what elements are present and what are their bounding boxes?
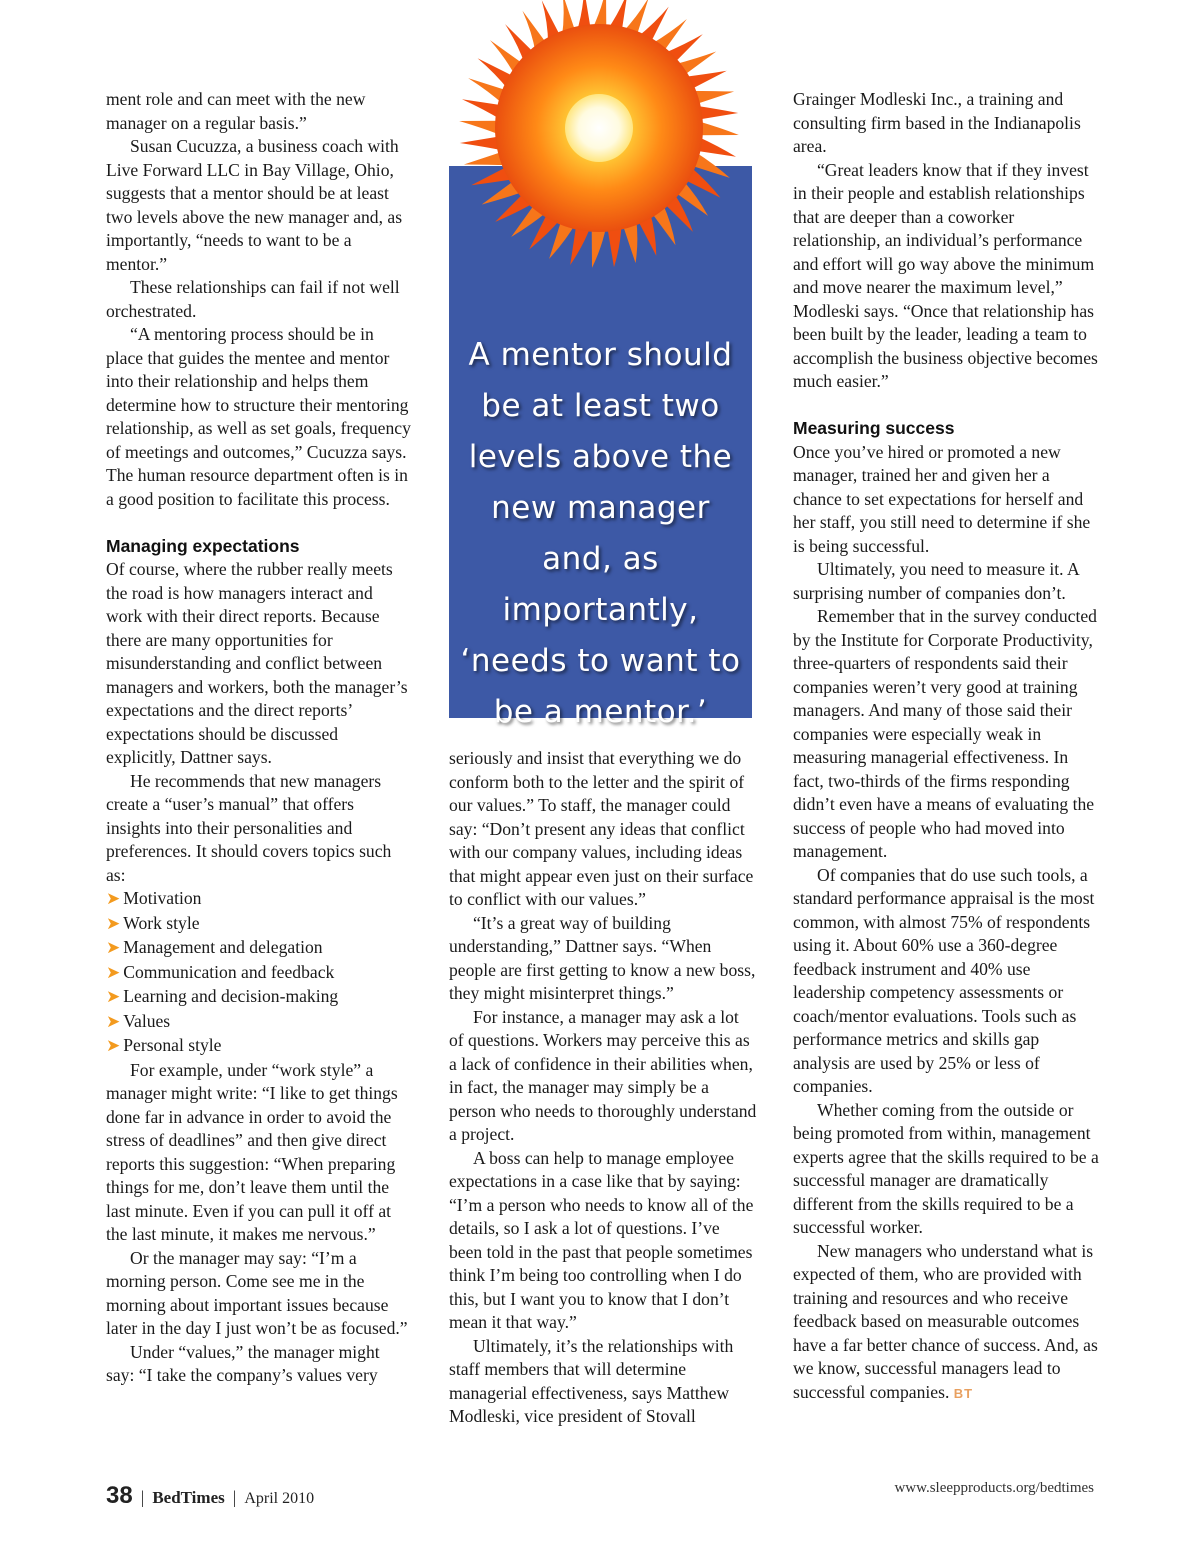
paragraph: Of companies that do use such tools, a standard performance appraisal is the most common, with almost 75% of respondents using it. About 60% use a 360-degree feedback instrument and 40% use leadership competency assessments or coach/mentor evaluations. Tools such as performance metrics and skills gap analysis are used by 25% or less of companies.: [793, 864, 1095, 1096]
paragraph: seriously and insist that everything we do conform both to the letter and the spirit of our values.” To staff, the manager could say: “Don’t present any ideas that conflict with our company values, including ideas that might appear even just on their surface to conflict with our values.”: [449, 748, 754, 909]
paragraph: Whether coming from the outside or being promoted from within, management experts agree that the skills required to be a successful manager are dramatically different from the skills required to be a successful worker.: [793, 1099, 1099, 1237]
list-item: ➤ Motivation: [106, 888, 202, 909]
sun-ray: [459, 121, 501, 136]
paragraph: These relationships can fail if not well orchestrated.: [106, 277, 400, 321]
topics-list: [106, 887, 412, 1059]
paragraph: Susan Cucuzza, a business coach with Live Forward LLC in Bay Village, Ohio, suggests that a mentor should be at least two levels above the new manager and, as importantly, “needs to want to be a mentor.”: [106, 136, 403, 274]
list-item: ➤ Work style: [106, 912, 200, 934]
paragraph: Once you’ve hired or promoted a new manager, trained her and given her a chance to set expectations for herself and her staff, you still need to determine if she is being successful.: [793, 441, 1091, 556]
paragraph: Under “values,” the manager might say: “I take the company’s values very: [106, 1341, 380, 1385]
paragraph: Of course, where the rubber really meets the road is how managers interact and work with their direct reports. Because there are many opportunities for misunderstanding and conflict between managers and workers, both the manager’s expectations and the direct reports’ expectations should be discussed explicitly, Dattner says.: [106, 559, 408, 767]
paragraph: For example, under “work style” a manager might write: “I like to get things done far in advance in order to avoid the stress of deadlines” and then give direct reports this suggestion: “When preparing things for me, don’t leave them until the last minute. Even if you can pull it off at the last minute, it makes me nervous.”: [106, 1059, 398, 1244]
paragraph: ment role and can meet with the new manager on a regular basis.”: [106, 89, 366, 133]
paragraph: A boss can help to manage employee expectations in a case like that by saying: “I’m a person who needs to know all of the details, so I ask a lot of questions. I’ve been told in the past that people sometimes think I’m being too controlling when I do this, but I want you to know that I don’t mean it that way.”: [449, 1147, 754, 1332]
paragraph: Ultimately, it’s the relationships with staff members that will determine managerial effectiveness, says Matthew Modleski, vice president of Stovall: [449, 1335, 734, 1426]
article-column-3: [793, 88, 1099, 1405]
pull-quote: A mentor should be at least two levels above the new manager and, as importantly, ‘needs to want to be a mentor.’: [460, 337, 741, 730]
list-item: ➤ Management and delegation: [106, 937, 323, 958]
arrow-bullet-icon: ➤: [106, 1011, 121, 1032]
sun-ray: [592, 226, 607, 268]
article-column-1: [106, 88, 412, 1388]
paragraph: Grainger Modleski Inc., a training and consulting firm based in the Indianapolis area.: [793, 89, 1081, 156]
footer-separator: |: [232, 1487, 237, 1507]
page-number: 38: [106, 1482, 133, 1509]
arrow-bullet-icon: ➤: [106, 938, 121, 958]
paragraph: Remember that in the survey conducted by the Institute for Corporate Productivity, three-quarters of respondents said their companies weren’t very good at training managers. And many of those said their companies were especially weak in measuring managerial effectiveness. In fact, two-thirds of the firms responding didn’t even have a means of evaluating the success of people who had moved into management.: [793, 606, 1097, 861]
paragraph: “Great leaders know that if they invest in their people and establish relationships that are deeper than a coworker relationship, an individual’s performance and effort will go way above the minimum and move nearer the maximum level,” Modleski says. “Once that relationship has been built by the leader, leading a team to accomplish the business objective becomes much easier.”: [793, 159, 1098, 391]
arrow-bullet-icon: ➤: [106, 889, 121, 909]
end-mark: BT: [953, 1385, 974, 1401]
arrow-bullet-icon: ➤: [106, 962, 121, 983]
arrow-bullet-icon: ➤: [106, 987, 121, 1007]
arrow-bullet-icon: ➤: [106, 1036, 121, 1056]
paragraph: Or the manager may say: “I’m a morning person. Come see me in the morning about important issues because later in the day I just won’t be as focused.”: [106, 1247, 408, 1338]
footer-separator: |: [140, 1487, 145, 1507]
list-item: ➤ Communication and feedback: [106, 961, 335, 983]
section-heading-managing-expectations: Managing expectations: [106, 535, 300, 556]
paragraph: “It’s a great way of building understanding,” Dattner says. “When people are first getting to know a new boss, they might misinterpret things.”: [449, 912, 756, 1003]
paragraph: New managers who understand what is expected of them, who are provided with training and resources and who receive feedback based on measurable outcomes have a far better chance of success. And, as we know, successful managers lead to successful companies. BT: [793, 1240, 1098, 1402]
list-item: ➤ Learning and decision-making: [106, 986, 339, 1007]
list-item: ➤ Values: [106, 1010, 171, 1032]
arrow-bullet-icon: ➤: [106, 913, 121, 934]
paragraph: “A mentoring process should be in place that guides the mentee and mentor into their relationship and helps them determine how to structure their mentoring relationship, as well as set goals, frequency of meetings and outcomes,” Cucuzza says. The human resource department often is in a good position to facilitate this process.: [106, 324, 411, 509]
website-url: www.sleepproducts.org/bedtimes: [894, 1480, 1094, 1496]
section-heading-measuring-success: Measuring success: [793, 418, 955, 438]
paragraph: For instance, a manager may ask a lot of questions. Workers may perceive this as a lack of confidence in their abilities when, in fact, the manager may simply be a person who needs to thoroughly understand a project.: [449, 1006, 757, 1144]
issue-date: April 2010: [244, 1490, 315, 1507]
page-footer: [106, 1482, 314, 1510]
sun-ray: [697, 121, 739, 136]
article-column-2: [449, 747, 757, 1429]
paragraph: Ultimately, you need to measure it. A surprising number of companies don’t.: [793, 559, 1079, 603]
publication-name: BedTimes: [152, 1488, 225, 1507]
sun-illustration-icon: [420, 0, 778, 270]
paragraph: He recommends that new managers create a “user’s manual” that offers insights into their personalities and preferences. It should covers topics such as:: [106, 770, 392, 885]
list-item: ➤ Personal style: [106, 1035, 222, 1056]
